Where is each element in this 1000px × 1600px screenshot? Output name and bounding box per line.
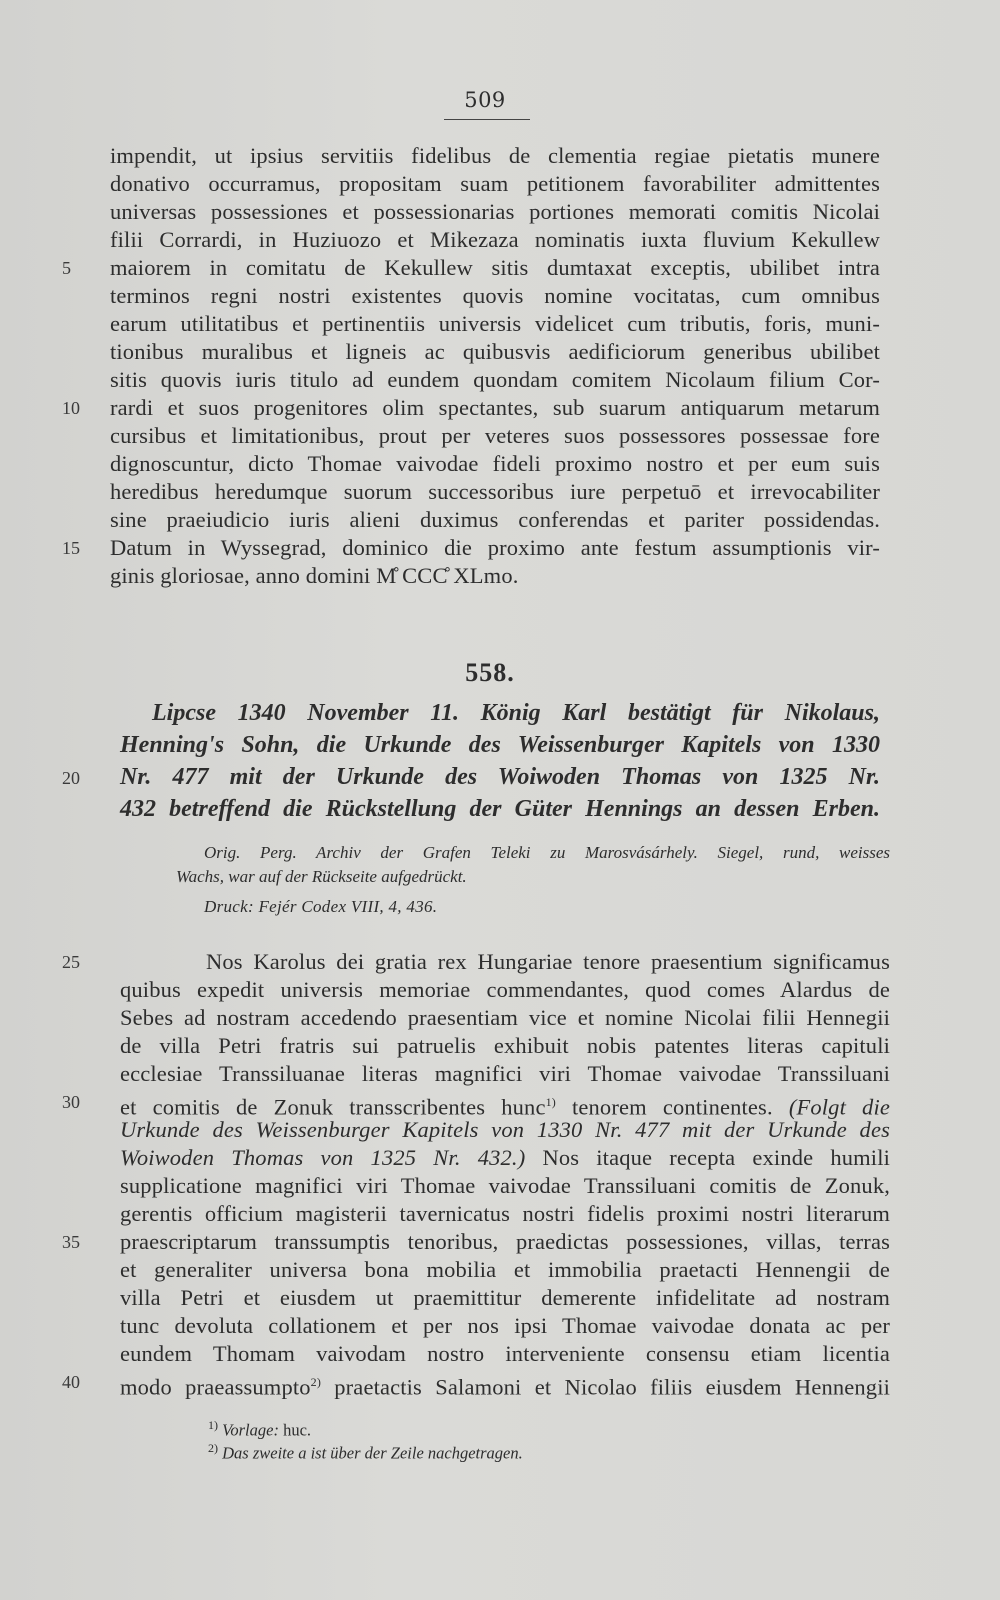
footnote-1-mark: 1) <box>208 1418 218 1432</box>
footnote-2-label: Das zweite a ist über der Zeile nachgetragen. <box>222 1443 523 1463</box>
line-number: 15 <box>62 538 80 558</box>
footnote-2-mark: 2) <box>208 1441 218 1455</box>
document-number: 558. <box>465 658 515 687</box>
body-first-line: Nos Karolus dei gratia rex Hungariae tenore praesentium significamus <box>206 949 890 974</box>
body-line-woiwoden <box>120 1144 890 1172</box>
body-line: de villa Petri fratris sui patruelis exhibuit nobis patentes literas capituli <box>120 1033 890 1058</box>
body-line: quibus expedit universis memoriae commendantes, quod comes Alardus de <box>120 977 890 1002</box>
body-line: tunc devoluta collationem et per nos ipsi Thomae vaivodae donata ac per <box>120 1313 890 1338</box>
top-line: terminos regni nostri existentes quovis nomine vocitatas, cum omnibus <box>110 283 880 308</box>
line-number: 25 <box>62 952 80 972</box>
top-line: dignoscuntur, dicto Thomae vaivodae fideli proximo nostro et per eum suis <box>110 451 880 476</box>
page-number: 509 <box>464 88 506 112</box>
top-line: tionibus muralibus et ligneis ac quibusvis aedificiorum generibus ubilibet <box>110 339 880 364</box>
line-number: 40 <box>62 1372 80 1392</box>
body-line: Sebes ad nostram accedendo praesentiam vice et nomine Nicolai filii Hennegii <box>120 1005 890 1030</box>
line-number: 5 <box>62 258 71 278</box>
source-note-line: Wachs, war auf der Rückseite aufgedrückt. <box>176 867 467 886</box>
page-number-rule <box>444 119 530 120</box>
source-note-line: Orig. Perg. Archiv der Grafen Teleki zu Marosvásárhely. Siegel, rund, weisses <box>204 843 890 862</box>
body-line: gerentis officium magisterii tavernicatus nostri fidelis proximi nostri literarum <box>120 1201 890 1226</box>
heading-line: Nr. 477 mit der Urkunde des Woiwoden Thomas von 1325 Nr. <box>120 764 880 790</box>
line-number: 20 <box>62 768 80 788</box>
line-number: 10 <box>62 398 80 418</box>
italic-line-1: Urkunde des Weissenburger Kapitels von 1330 Nr. 477 mit der Urkunde des <box>120 1117 890 1142</box>
footnote-2 <box>208 1437 523 1465</box>
footnote-mark-1: 1) <box>545 1095 556 1109</box>
top-line: filii Corrardi, in Huziuozo et Mikezaza nominatis iuxta fluvium Kekullew <box>110 227 880 252</box>
top-line: sitis quovis iuris titulo ad eundem quondam comitem Nicolaum filium Cor- <box>110 367 880 392</box>
body-line: praescriptarum transsumptis tenoribus, praedictas possessiones, villas, terras <box>120 1229 890 1254</box>
top-line: sine praeiudicio iuris alieni duximus conferendas et pariter possidendas. <box>110 507 880 532</box>
heading-line: Henning's Sohn, die Urkunde des Weissenburger Kapitels von 1330 <box>120 732 880 758</box>
heading-line: Lipcse 1340 November 11. König Karl bestätigt für Nikolaus, <box>152 700 880 726</box>
line30-before: et comitis de Zonuk transscribentes hunc <box>120 1094 546 1120</box>
body-line: ecclesiae Transsiluanae literas magnifici viri Thomae vaivodae Transsiluani <box>120 1061 890 1086</box>
line-number: 35 <box>62 1232 80 1252</box>
body-line: et generaliter universa bona mobilia et immobilia praetacti Hennengii de <box>120 1257 890 1282</box>
print-note: Druck: Fejér Codex VIII, 4, 436. <box>204 897 438 916</box>
line30-italic: (Folgt die <box>788 1094 890 1120</box>
top-line: rardi et suos progenitores olim spectantes, sub suarum antiquarum metarum <box>110 395 880 420</box>
top-line: maiorem in comitatu de Kekullew sitis dumtaxat exceptis, ubilibet intra <box>110 255 880 280</box>
footnote-1-label: Vorlage: <box>222 1420 279 1440</box>
line30-after: tenorem continentes. <box>555 1094 789 1120</box>
footnote-mark-2: 2) <box>310 1375 321 1389</box>
top-line: universas possessiones et possessionarias portiones memorati comitis Nicolai <box>110 199 880 224</box>
body-line-40 <box>120 1368 890 1402</box>
top-line: Datum in Wyssegrad, dominico die proximo ante festum assumptionis vir- <box>110 535 880 560</box>
woiwoden-after: Nos itaque recepta exinde humili <box>525 1145 890 1170</box>
body-line: villa Petri et eiusdem ut praemittitur demerente infidelitate ad nostram <box>120 1285 890 1310</box>
footnote-1-text: huc. <box>278 1420 312 1440</box>
line40-before: modo praeassumpto <box>120 1374 311 1400</box>
top-line: cursibus et limitationibus, prout per veteres suos possessores possessae fore <box>110 423 880 448</box>
top-line: earum utilitatibus et pertinentiis universis videlicet cum tributis, foris, muni- <box>110 311 880 336</box>
top-line: donativo occurramus, propositam suam petitionem favorabiliter admittentes <box>110 171 880 196</box>
top-line: impendit, ut ipsius servitiis fidelibus de clementia regiae pietatis munere <box>110 143 880 168</box>
top-line: ginis gloriosae, anno domini M̊ CCC̊ XLmo. <box>110 563 519 588</box>
top-line: heredibus heredumque suorum successoribus iure perpetuō et irrevocabiliter <box>110 479 880 504</box>
body-line: eundem Thomam vaivodam nostro interveniente consensu etiam licentia <box>120 1341 890 1366</box>
heading-line: 432 betreffend die Rückstellung der Güter Hennings an dessen Erben. <box>120 796 880 822</box>
body-line: supplicatione magnifici viri Thomae vaivodae Transsiluani comitis de Zonuk, <box>120 1173 890 1198</box>
line40-after: praetactis Salamoni et Nicolao filiis eiusdem Hennengii <box>320 1374 890 1400</box>
line-number: 30 <box>62 1092 80 1112</box>
woiwoden-italic: Woiwoden Thomas von 1325 Nr. 432.) <box>120 1145 526 1170</box>
